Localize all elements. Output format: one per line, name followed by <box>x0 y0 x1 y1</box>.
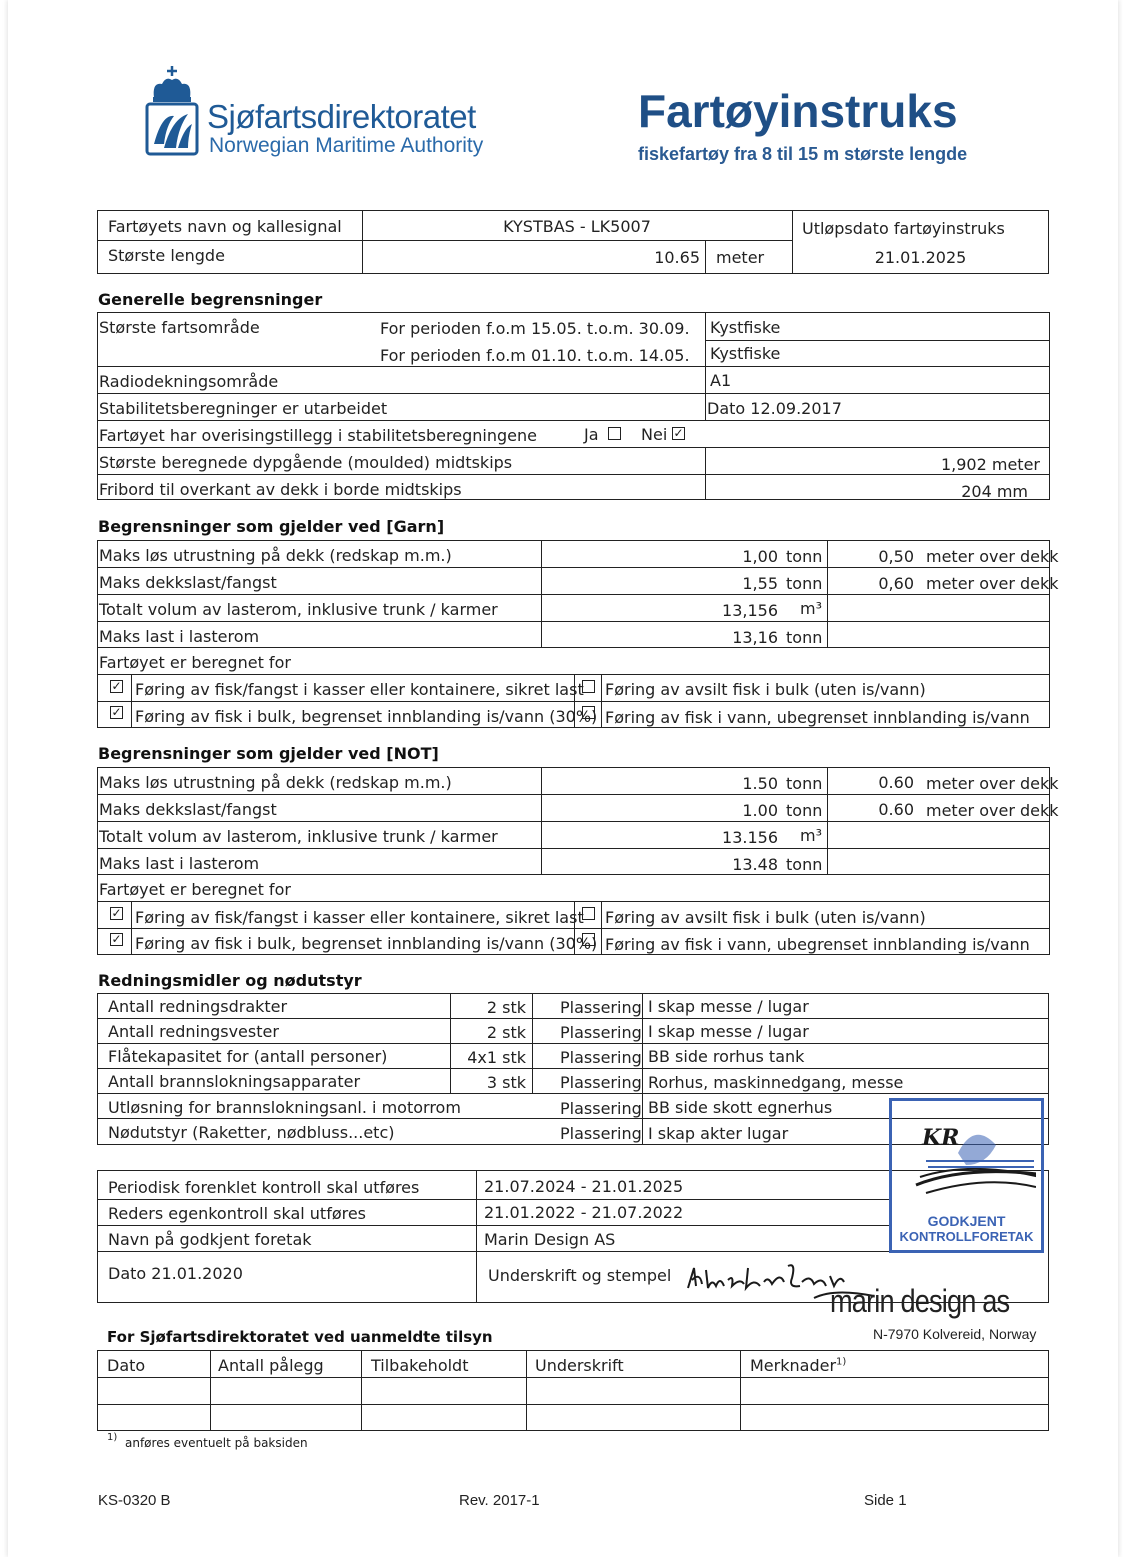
not-designed-for: Fartøyet er beregnet for <box>99 880 291 899</box>
not-row-unit: tonn <box>786 801 823 820</box>
not-opt4-label: Føring av fisk i vann, ubegrenset innblanding is/vann <box>605 935 1030 954</box>
length-unit: meter <box>716 248 765 267</box>
not-row-height-unit: meter over dekk <box>926 774 1059 793</box>
rescue-row-location: Rorhus, maskinnedgang, messe <box>648 1073 904 1092</box>
not-row-value: 13.48 <box>732 855 778 874</box>
rescue-placement-label: Plassering <box>560 1073 642 1092</box>
garn-opt1-checkbox[interactable]: ✓ <box>111 679 122 693</box>
rescue-row-location: I skap messe / lugar <box>648 997 809 1016</box>
radio-label: Radiodekningsområde <box>99 372 279 391</box>
general-section-title: Generelle begrensninger <box>98 290 323 309</box>
not-opt1-checkbox[interactable]: ✓ <box>111 906 122 920</box>
date-label: Dato 21.01.2020 <box>108 1264 243 1283</box>
freeboard-value: 204 mm <box>961 482 1028 501</box>
inspection-header-detained: Tilbakeholdt <box>371 1356 469 1375</box>
garn-row-value: 1,00 <box>742 547 778 566</box>
company-label: Navn på godkjent foretak <box>108 1230 312 1249</box>
draught-value: 1,902 meter <box>940 455 1040 474</box>
stability-label: Stabilitetsberegninger er utarbeidet <box>99 399 388 418</box>
rescue-section-title: Redningsmidler og nødutstyr <box>98 971 362 990</box>
icing-yes-checkbox[interactable] <box>608 427 621 440</box>
garn-row-unit: m³ <box>800 599 822 618</box>
not-opt3-checkbox[interactable] <box>582 907 595 920</box>
garn-row-unit: tonn <box>786 628 823 647</box>
max-area-label: Største fartsområde <box>99 318 260 337</box>
garn-opt2-label: Føring av fisk i bulk, begrenset innblanding is/vann (30%) <box>135 707 598 726</box>
garn-row-height: 0,50 <box>878 547 914 566</box>
garn-row-height: 0,60 <box>878 574 914 593</box>
inspection-header-remarks <box>750 1356 846 1375</box>
approval-stamp <box>889 1098 1044 1253</box>
owner-control-label: Reders egenkontroll skal utføres <box>108 1204 367 1223</box>
rescue-row-label: Flåtekapasitet for (antall personer) <box>108 1047 388 1066</box>
garn-row-height-unit: meter over dekk <box>926 574 1059 593</box>
rescue-row-count: 4x1 stk <box>467 1048 526 1067</box>
rescue-placement-label: Plassering <box>560 1048 642 1067</box>
not-row-height-unit: meter over dekk <box>926 801 1059 820</box>
garn-row-label: Maks dekkslast/fangst <box>99 573 277 592</box>
not-row-label: Maks dekkslast/fangst <box>99 800 277 819</box>
footnote-mark: 1) <box>107 1432 118 1443</box>
garn-row-label: Maks løs utrustning på dekk (redskap m.m.) <box>99 546 452 565</box>
not-opt2-checkbox[interactable]: ✓ <box>111 932 122 946</box>
expiry-value: 21.01.2025 <box>874 248 967 267</box>
not-row-label: Totalt volum av lasterom, inklusive trunk / karmer <box>99 827 498 846</box>
garn-row-value: 13,16 <box>732 628 778 647</box>
company-value: Marin Design AS <box>484 1230 616 1249</box>
not-opt3-label: Føring av avsilt fisk i bulk (uten is/vann) <box>605 908 926 927</box>
period2-value: Kystfiske <box>710 344 781 363</box>
rescue-row-label: Antall redningsvester <box>108 1022 279 1041</box>
rescue-row-location: I skap akter lugar <box>648 1124 789 1143</box>
garn-row-label: Totalt volum av lasterom, inklusive trunk / karmer <box>99 600 498 619</box>
periodic-control-value: 21.07.2024 - 21.01.2025 <box>484 1177 684 1196</box>
marin-design-address: N-7970 Kolvereid, Norway <box>873 1326 1037 1342</box>
period1-value: Kystfiske <box>710 318 781 337</box>
vessel-name-value: KYSTBAS - LK5007 <box>503 217 651 236</box>
not-row-unit: m³ <box>800 826 822 845</box>
rescue-row-label: Utløsning for brannslokningsanl. i motorrom <box>108 1098 461 1117</box>
page-subtitle: fiskefartøy fra 8 til 15 m største lengde <box>638 144 968 164</box>
stability-value: Dato 12.09.2017 <box>707 399 842 418</box>
garn-opt3-label: Føring av avsilt fisk i bulk (uten is/vann) <box>605 680 926 699</box>
rescue-placement-label: Plassering <box>560 1124 642 1143</box>
rescue-row-count: 2 stk <box>486 1023 526 1042</box>
garn-row-unit: tonn <box>786 574 823 593</box>
not-opt1-label: Føring av fisk/fangst i kasser eller kontainere, sikret last <box>135 908 584 927</box>
rescue-placement-label: Plassering <box>560 1099 642 1118</box>
rescue-row-label: Nødutstyr (Raketter, nødbluss...etc) <box>108 1123 395 1142</box>
vessel-name-label: Fartøyets navn og kallesignal <box>108 217 342 236</box>
rescue-row-label: Antall redningsdrakter <box>108 997 288 1016</box>
freeboard-label: Fribord til overkant av dekk i borde midtskips <box>99 480 462 499</box>
icing-no-label: Nei <box>641 425 668 444</box>
stamp-initials: KR <box>922 1125 960 1151</box>
org-subtitle: Norwegian Maritime Authority <box>209 134 484 157</box>
not-row-value: 13.156 <box>722 828 778 847</box>
garn-opt4-label: Føring av fisk i vann, ubegrenset innblanding is/vann <box>605 708 1030 727</box>
inspection-header-signature: Underskrift <box>535 1356 624 1375</box>
icing-no-checkbox[interactable]: ✓ <box>673 426 684 440</box>
not-row-value: 1.00 <box>742 801 778 820</box>
icing-label: Fartøyet har overisingstillegg i stabilitetsberegningene <box>99 426 537 445</box>
rescue-row-label: Antall brannslokningsapparater <box>108 1072 361 1091</box>
page-number: Side 1 <box>864 1492 907 1509</box>
remarks-text: Merknader <box>750 1356 837 1375</box>
not-row-height: 0.60 <box>878 800 914 819</box>
not-row-value: 1.50 <box>742 774 778 793</box>
not-opt2-label: Føring av fisk i bulk, begrenset innblanding is/vann (30%) <box>135 934 598 953</box>
stamp-line2: KONTROLLFORETAK <box>899 1229 1034 1244</box>
rescue-row-location: BB side rorhus tank <box>648 1047 805 1066</box>
periodic-control-label: Periodisk forenklet kontroll skal utføres <box>108 1178 420 1197</box>
length-value: 10.65 <box>654 248 700 267</box>
stamp-line1: GODKJENT <box>927 1213 1006 1229</box>
signature-label: Underskrift og stempel <box>488 1266 672 1285</box>
not-section-title: Begrensninger som gjelder ved [NOT] <box>98 744 439 763</box>
rescue-placement-label: Plassering <box>560 1023 642 1042</box>
rescue-row-location: BB side skott egnerhus <box>648 1098 833 1117</box>
length-label: Største lengde <box>108 246 225 265</box>
not-row-label: Maks løs utrustning på dekk (redskap m.m.) <box>99 773 452 792</box>
garn-row-unit: tonn <box>786 547 823 566</box>
not-row-height: 0.60 <box>878 773 914 792</box>
crown-anchor-emblem-icon <box>144 64 200 156</box>
garn-opt3-checkbox[interactable] <box>582 680 595 693</box>
owner-control-value: 21.01.2022 - 21.07.2022 <box>484 1203 684 1222</box>
garn-row-label: Maks last i lasterom <box>99 627 260 646</box>
garn-designed-for: Fartøyet er beregnet for <box>99 653 291 672</box>
inspection-header-date: Dato <box>107 1356 146 1375</box>
garn-opt2-checkbox[interactable]: ✓ <box>111 705 122 719</box>
draught-label: Største beregnede dypgående (moulded) midtskips <box>99 453 513 472</box>
period1-label: For perioden f.o.m 15.05. t.o.m. 30.09. <box>380 319 690 338</box>
footnote-text: anføres eventuelt på baksiden <box>125 1436 308 1450</box>
garn-row-value: 13,156 <box>722 601 778 620</box>
inspection-section-title: For Sjøfartsdirektoratet ved uanmeldte tilsyn <box>107 1328 493 1346</box>
marin-design-logo: marin design as <box>830 1283 1010 1319</box>
page-title: Fartøyinstruks <box>638 85 958 137</box>
rescue-row-location: I skap messe / lugar <box>648 1022 809 1041</box>
icing-yes-label: Ja <box>584 425 599 444</box>
garn-row-value: 1,55 <box>742 574 778 593</box>
org-name: Sjøfartsdirektoratet <box>207 98 476 135</box>
remarks-footnote-mark: 1) <box>836 1356 847 1368</box>
rescue-row-count: 2 stk <box>486 998 526 1017</box>
revision: Rev. 2017-1 <box>459 1492 540 1509</box>
form-id: KS-0320 B <box>98 1492 171 1509</box>
inspection-header-orders: Antall pålegg <box>218 1356 324 1375</box>
garn-row-height-unit: meter over dekk <box>926 547 1059 566</box>
rescue-placement-label: Plassering <box>560 998 642 1017</box>
garn-section-title: Begrensninger som gjelder ved [Garn] <box>98 517 445 536</box>
radio-value: A1 <box>710 371 732 390</box>
expiry-label: Utløpsdato fartøyinstruks <box>802 219 1005 238</box>
not-opt4-checkbox[interactable] <box>582 933 595 946</box>
not-row-label: Maks last i lasterom <box>99 854 260 873</box>
period2-label: For perioden f.o.m 01.10. t.o.m. 14.05. <box>380 346 690 365</box>
not-row-unit: tonn <box>786 774 823 793</box>
garn-opt1-label: Føring av fisk/fangst i kasser eller kontainere, sikret last <box>135 680 584 699</box>
garn-opt4-checkbox[interactable] <box>582 706 595 719</box>
not-row-unit: tonn <box>786 855 823 874</box>
rescue-row-count: 3 stk <box>486 1073 526 1092</box>
